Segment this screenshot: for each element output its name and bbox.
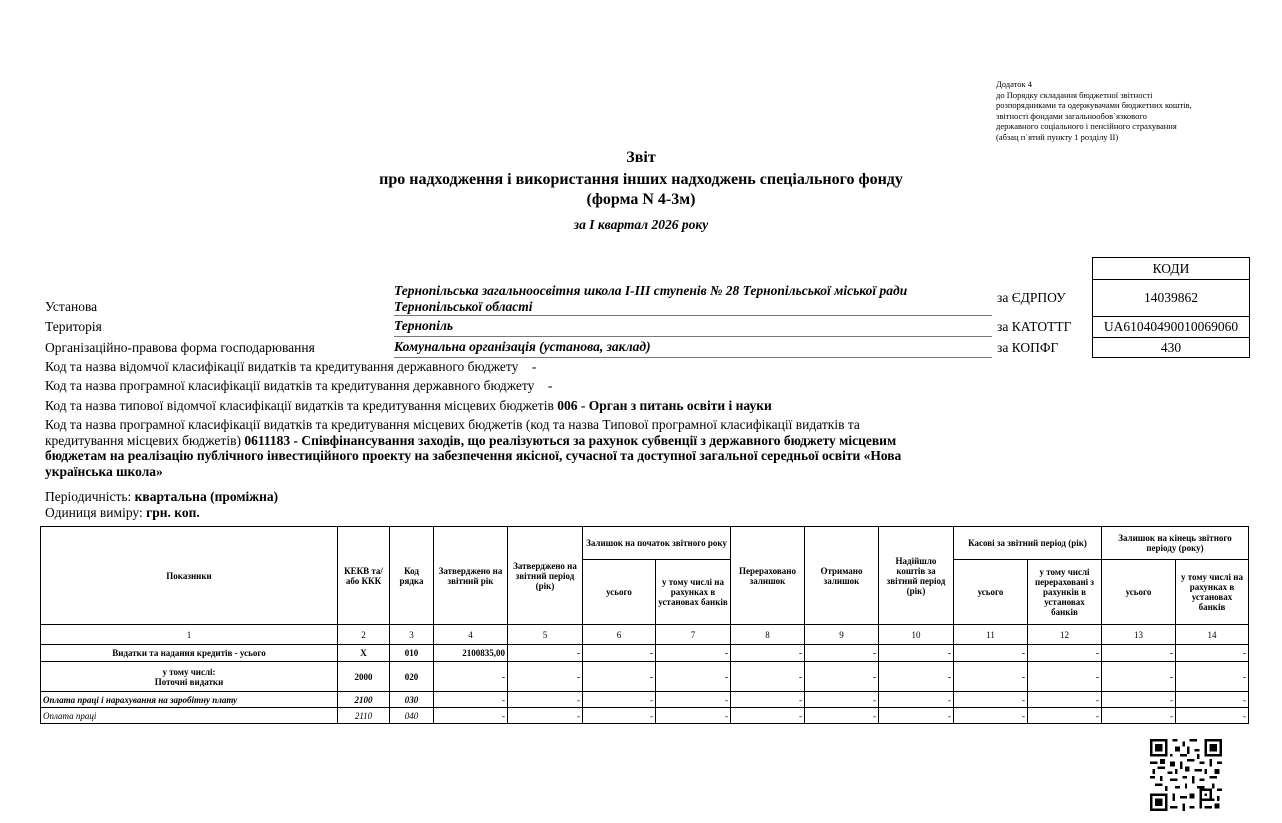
annex-line: (абзац п`ятий пункту 1 розділу ІІ) (996, 131, 1119, 142)
col-number: 5 (508, 625, 583, 645)
cell: - (1102, 692, 1176, 708)
row-name: Оплата праці (41, 708, 338, 724)
col-number: 14 (1176, 625, 1249, 645)
col-number: 11 (954, 625, 1028, 645)
header-kekv: КЕКВ та/або ККК (338, 527, 390, 625)
header-received-balance: Отримано залишок (805, 527, 879, 625)
institution-line: Тернопільської області (394, 299, 533, 314)
institution-label: Установа (45, 299, 98, 314)
edrpou-code: 14039862 (1092, 279, 1250, 317)
header-approved-year: Затверджено на звітний рік (434, 527, 508, 625)
periodicity-value: квартальна (проміжна) (134, 489, 279, 504)
cell: - (879, 708, 954, 724)
table-row (41, 708, 1249, 724)
col-number: 4 (434, 625, 508, 645)
periodicity-label: Періодичність: (45, 489, 132, 504)
cell: - (1176, 708, 1249, 724)
cell: - (954, 708, 1028, 724)
prog-local-block (45, 417, 965, 479)
cell: - (583, 645, 656, 662)
prog-local-value: українська школа» (45, 463, 163, 479)
annex-line: до Порядку складання бюджетної звітності (996, 89, 1153, 100)
header-incl-transferred: у тому числі перераховані з рахунків в установах банків (1028, 560, 1102, 625)
cell: - (954, 692, 1028, 708)
cell: - (805, 662, 879, 692)
row-name-line: у тому числі: (162, 666, 216, 677)
header-total: усього (1102, 560, 1176, 625)
col-number: 2 (338, 625, 390, 645)
form-value: Комунальна організація (установа, заклад) (394, 339, 992, 358)
unit-line (45, 505, 200, 521)
cell: - (508, 662, 583, 692)
header-incl-banks: у тому числі на рахунках в установах банків (656, 560, 731, 625)
row-name: Видатки та надання кредитів - усього (41, 645, 338, 662)
cell: - (656, 662, 731, 692)
typical-dept-value: 006 - Орган з питань освіти і науки (557, 398, 772, 413)
table-row (41, 662, 1249, 692)
form-label: Організаційно-правова форма господарювання (45, 340, 315, 355)
row-kekv: 2110 (338, 708, 390, 724)
cell: - (508, 692, 583, 708)
prog-local-label: кредитування місцевих бюджетів) (45, 432, 241, 448)
row-code: 030 (390, 692, 434, 708)
cell: - (1028, 645, 1102, 662)
cell: - (656, 708, 731, 724)
col-number: 3 (390, 625, 434, 645)
territory-value: Тернопіль (394, 318, 992, 337)
territory-label: Територія (45, 319, 102, 334)
header-balance-start: Залишок на початок звітного року (583, 527, 731, 560)
cell: - (434, 692, 508, 708)
header-row-code: Код рядка (390, 527, 434, 625)
dept-state-line (45, 359, 536, 375)
header-incl-banks: у тому числі на рахунках в установах банків (1176, 560, 1249, 625)
katottg-code: UA61040490010069060 (1092, 316, 1250, 338)
cell: - (731, 662, 805, 692)
cell: - (508, 645, 583, 662)
report-table (40, 526, 1249, 724)
col-number: 6 (583, 625, 656, 645)
cell: 2100835,00 (434, 645, 508, 662)
katottg-label: за КАТОТТГ (997, 319, 1072, 334)
prog-state-value: - (547, 378, 553, 393)
cell: - (1028, 662, 1102, 692)
row-code: 040 (390, 708, 434, 724)
table-row (41, 692, 1249, 708)
cell: - (1028, 708, 1102, 724)
annex-note (996, 79, 1246, 142)
kopfg-label: за КОПФГ (997, 340, 1059, 355)
col-number: 12 (1028, 625, 1102, 645)
report-title: Звіт (626, 149, 656, 166)
unit-value: грн. коп. (146, 505, 200, 520)
cell: - (805, 645, 879, 662)
cell: - (434, 662, 508, 692)
prog-local-label: Код та назва програмної класифікації видатків та кредитування місцевих бюджетів (код та назва Типової програмної класифікації видатків та (45, 417, 860, 432)
header-transferred: Перераховано залишок (731, 527, 805, 625)
codes-header: КОДИ (1092, 257, 1250, 280)
cell: - (656, 692, 731, 708)
col-number: 13 (1102, 625, 1176, 645)
report-form: (форма N 4-3м) (586, 191, 696, 208)
cell: - (879, 645, 954, 662)
qr-code-icon (1150, 739, 1222, 811)
report-period: за І квартал 2026 року (573, 217, 709, 232)
row-name (41, 662, 338, 692)
col-number: 8 (731, 625, 805, 645)
cell: - (731, 692, 805, 708)
annex-line: Додаток 4 (996, 79, 1033, 89)
edrpou-label: за ЄДРПОУ (997, 290, 1066, 305)
unit-label: Одиниця виміру: (45, 505, 143, 520)
row-code: 010 (390, 645, 434, 662)
cell: - (583, 708, 656, 724)
header-total: усього (954, 560, 1028, 625)
cell: - (583, 692, 656, 708)
header-balance-end: Залишок на кінець звітного періоду (року) (1102, 527, 1249, 560)
cell: - (805, 708, 879, 724)
col-number: 7 (656, 625, 731, 645)
typical-dept-line (45, 398, 772, 414)
cell: - (1102, 645, 1176, 662)
row-kekv: 2100 (338, 692, 390, 708)
periodicity-line (45, 489, 278, 505)
header-cash: Касові за звітний період (рік) (954, 527, 1102, 560)
cell: - (879, 692, 954, 708)
header-received-funds: Надійшло коштів за звітний період (рік) (879, 527, 954, 625)
prog-local-value: 0611183 - Співфінансування заходів, що реалізуються за рахунок субвенції з державного бюджету місцевим (244, 432, 897, 448)
col-number: 1 (41, 625, 338, 645)
cell: - (1176, 662, 1249, 692)
header-indicators: Показники (41, 527, 338, 625)
row-code: 020 (390, 662, 434, 692)
dept-state-value: - (531, 359, 537, 374)
institution-value (394, 283, 992, 316)
header-total: усього (583, 560, 656, 625)
typical-dept-label: Код та назва типової відомчої класифікації видатків та кредитування місцевих бюджетів (45, 398, 554, 413)
cell: - (954, 645, 1028, 662)
cell: - (1028, 692, 1102, 708)
cell: - (1176, 692, 1249, 708)
cell: - (1176, 645, 1249, 662)
annex-line: звітності фондами загальнообов`язкового (996, 110, 1147, 121)
row-name: Оплата праці і нарахування на заробітну плату (41, 692, 338, 708)
dept-state-label: Код та назва відомчої класифікації видатків та кредитування державного бюджету (45, 359, 519, 374)
cell: - (508, 708, 583, 724)
cell: - (805, 692, 879, 708)
cell: - (1102, 662, 1176, 692)
institution-line: Тернопільська загальноосвітня школа І-ІІІ ступенів № 28 Тернопільської міської ради (394, 283, 908, 298)
prog-state-label: Код та назва програмної класифікації видатків та кредитування державного бюджету (45, 378, 535, 393)
prog-local-value: бюджетам на реалізацію публічного інвестиційного проекту на забезпечення якісної, сучасної та доступної загальної середньої освіти «Нова (45, 448, 902, 463)
col-number: 9 (805, 625, 879, 645)
kopfg-code: 430 (1092, 337, 1250, 358)
cell: - (731, 645, 805, 662)
prog-state-line (45, 378, 552, 394)
col-number: 10 (879, 625, 954, 645)
cell: - (434, 708, 508, 724)
cell: - (1102, 708, 1176, 724)
row-kekv: 2000 (338, 662, 390, 692)
header-approved-period: Затверджено на звітний період (рік) (508, 527, 583, 625)
report-subtitle: про надходження і використання інших надходжень спеціального фонду (379, 171, 903, 188)
annex-line: розпорядниками та одержувачами бюджетних коштів, (996, 100, 1192, 110)
cell: - (954, 662, 1028, 692)
row-name-line: Поточні видатки (154, 676, 224, 687)
cell: - (656, 645, 731, 662)
cell: - (879, 662, 954, 692)
cell: - (731, 708, 805, 724)
row-kekv: X (338, 645, 390, 662)
annex-line: державного соціального і пенсійного страхування (996, 121, 1177, 131)
column-numbers-row (41, 625, 1249, 645)
table-row (41, 645, 1249, 662)
cell: - (583, 662, 656, 692)
